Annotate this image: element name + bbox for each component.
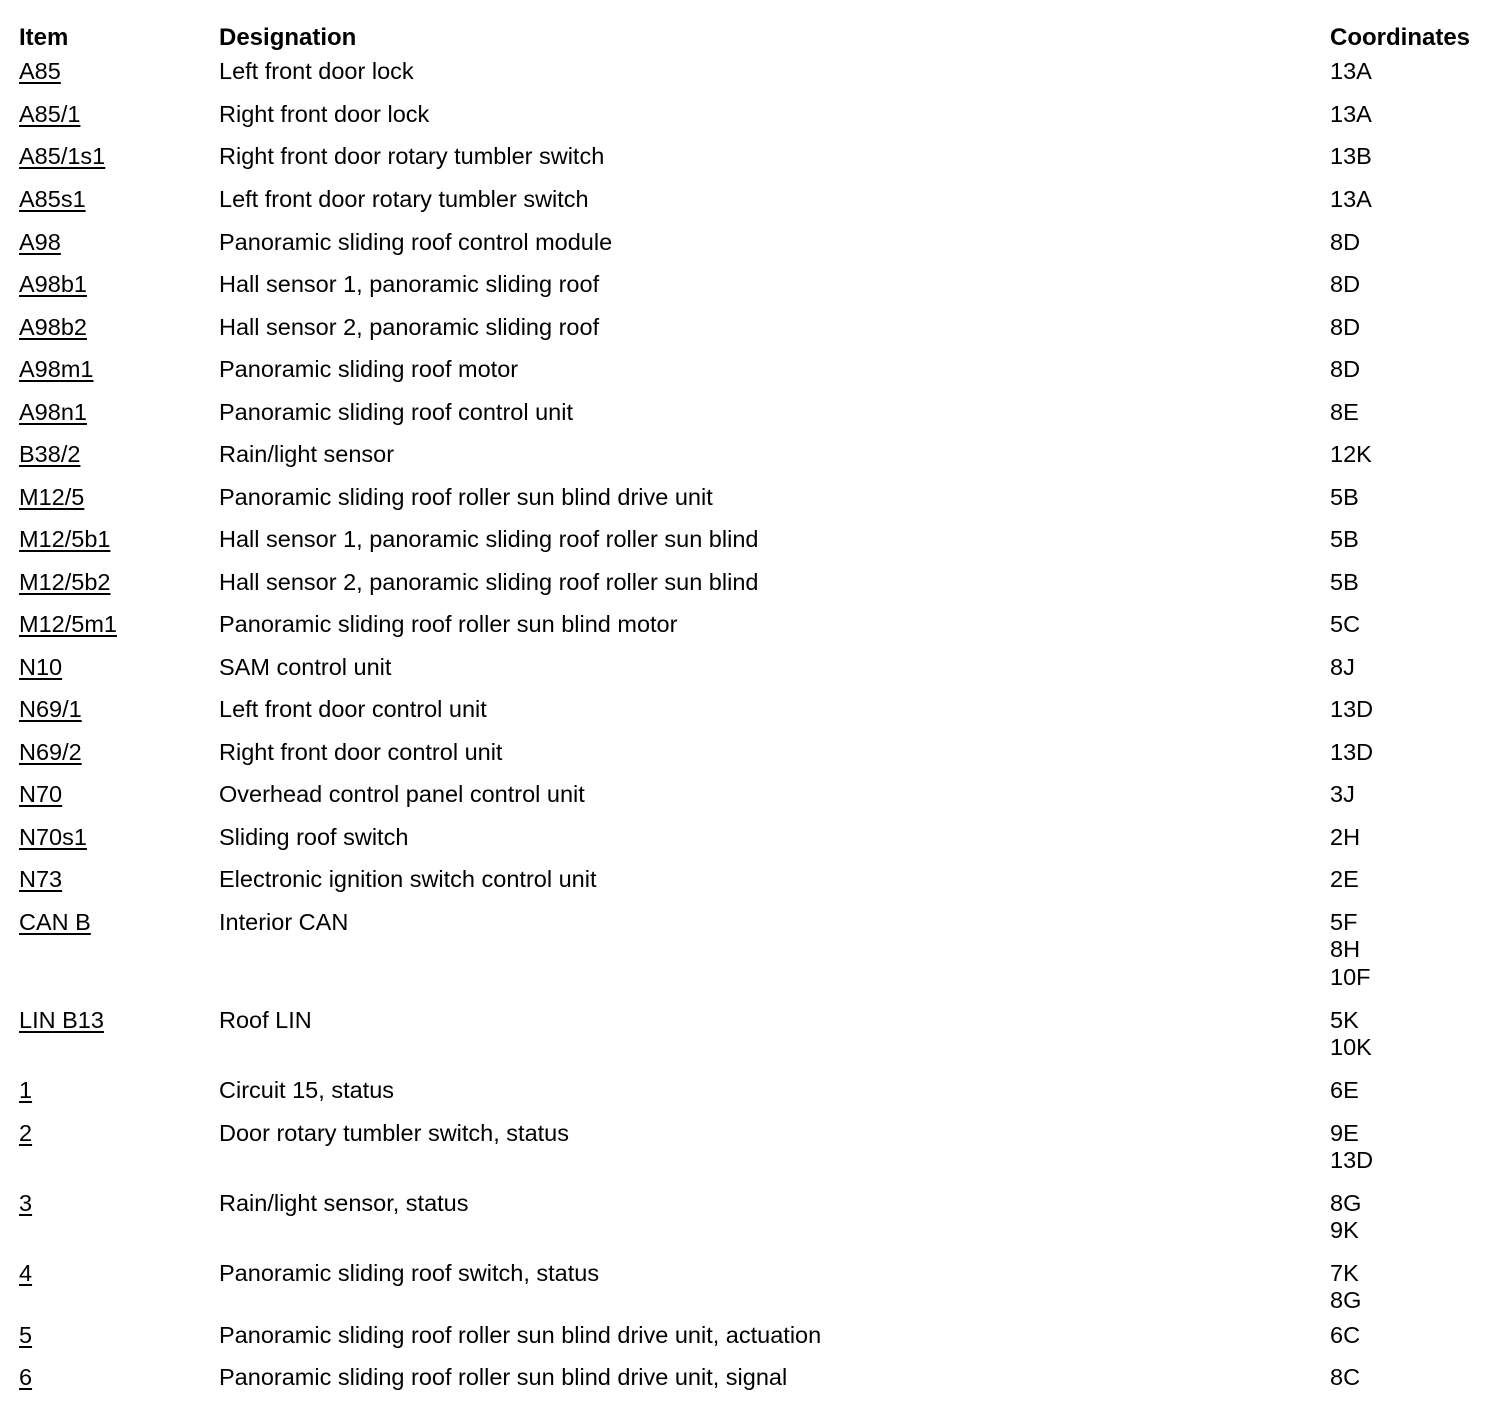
designation-cell: Right front door rotary tumbler switch (219, 143, 605, 169)
coordinate-value: 8G (1330, 1189, 1362, 1216)
item-cell (19, 271, 219, 314)
coordinates-cell (1330, 399, 1489, 442)
designation-cell: Panoramic sliding roof control module (219, 228, 613, 255)
designation-cell: Hall sensor 1, panoramic sliding roof roller sun blind (219, 526, 759, 552)
designation-cell: Rain/light sensor (219, 441, 395, 467)
coordinates-cell (1330, 1120, 1489, 1190)
coordinates-cell (1330, 1077, 1489, 1120)
item-link[interactable]: N70 (19, 781, 63, 807)
item-cell (19, 186, 219, 229)
coordinate-value: 9K (1330, 1217, 1359, 1243)
item-link[interactable]: A98 (19, 228, 61, 255)
coordinate-value: 2H (1330, 823, 1361, 850)
table-row (19, 824, 1489, 867)
designation-cell: Overhead control panel control unit (219, 781, 585, 807)
item-cell (19, 824, 219, 867)
coordinates-cell (1330, 186, 1489, 229)
designation-cell: Panoramic sliding roof motor (219, 356, 519, 382)
coordinate-value: 13A (1330, 100, 1372, 127)
item-cell (19, 314, 219, 357)
table-row (19, 484, 1489, 527)
table-row (19, 781, 1489, 824)
designation-cell: Sliding roof switch (219, 823, 409, 850)
coordinates-cell (1330, 58, 1489, 101)
coordinates-cell (1330, 1364, 1489, 1407)
table-row (19, 909, 1489, 1007)
coordinate-value: 8D (1330, 356, 1361, 382)
item-link[interactable]: A98n1 (19, 398, 87, 425)
item-link[interactable]: 1 (19, 1076, 33, 1103)
coordinate-value: 10F (1330, 963, 1371, 990)
item-link[interactable]: 3 (19, 1189, 33, 1216)
table-row (19, 1364, 1489, 1407)
table-row (19, 58, 1489, 101)
table-row (19, 1007, 1489, 1077)
coordinate-value: 8C (1330, 1364, 1361, 1390)
coordinate-value: 9E (1330, 1119, 1359, 1146)
item-cell (19, 909, 219, 1007)
item-cell (19, 356, 219, 399)
item-link[interactable]: A85s1 (19, 186, 86, 212)
item-cell (19, 143, 219, 186)
item-link[interactable]: 6 (19, 1364, 33, 1390)
coordinate-value: 5K (1330, 1006, 1359, 1033)
item-cell (19, 611, 219, 654)
item-link[interactable]: A85/1 (19, 100, 81, 127)
item-link[interactable]: A98b1 (19, 271, 87, 297)
designation-cell: Left front door lock (219, 58, 414, 84)
item-link[interactable]: A98m1 (19, 356, 94, 382)
coordinate-value: 5B (1330, 568, 1359, 595)
item-cell (19, 1364, 219, 1407)
table-header (19, 21, 1489, 58)
item-cell (19, 1120, 219, 1190)
item-cell (19, 781, 219, 824)
designation-cell: Roof LIN (219, 1006, 312, 1033)
designation-cell: Panoramic sliding roof roller sun blind drive unit, signal (219, 1364, 788, 1390)
designation-cell: Hall sensor 2, panoramic sliding roof (219, 313, 600, 340)
coordinate-value: 2E (1330, 866, 1359, 892)
table-row (19, 1190, 1489, 1260)
designation-column-header: Designation (219, 24, 357, 51)
designation-cell: Left front door control unit (219, 696, 487, 722)
item-link[interactable]: N69/2 (19, 738, 82, 765)
component-legend-table (19, 21, 1489, 1407)
coordinate-value: 13D (1330, 738, 1374, 765)
designation-cell: Hall sensor 2, panoramic sliding roof roller sun blind (219, 568, 759, 595)
table-row (19, 101, 1489, 144)
designation-cell: SAM control unit (219, 653, 392, 680)
coordinates-cell (1330, 1322, 1489, 1365)
coordinate-value: 13A (1330, 58, 1372, 84)
item-link[interactable]: M12/5b1 (19, 526, 111, 552)
coordinate-value: 6E (1330, 1076, 1359, 1103)
item-cell (19, 1322, 219, 1365)
item-cell (19, 1260, 219, 1322)
table-row (19, 1077, 1489, 1120)
coordinates-cell (1330, 1260, 1489, 1322)
coordinates-cell (1330, 611, 1489, 654)
coordinate-value: 8J (1330, 653, 1355, 680)
designation-cell: Door rotary tumbler switch, status (219, 1119, 569, 1146)
coordinate-value: 3J (1330, 781, 1355, 807)
table-row (19, 1322, 1489, 1365)
designation-cell: Right front door lock (219, 100, 430, 127)
coordinates-cell (1330, 569, 1489, 612)
coordinate-value: 8H (1330, 936, 1361, 962)
table-row (19, 569, 1489, 612)
item-cell (19, 1007, 219, 1077)
table-row (19, 186, 1489, 229)
coordinates-cell (1330, 314, 1489, 357)
item-link[interactable]: LIN B13 (19, 1006, 104, 1033)
item-link[interactable]: M12/5 (19, 483, 85, 510)
coordinate-value: 13B (1330, 143, 1372, 169)
table-row (19, 356, 1489, 399)
item-link[interactable]: A98b2 (19, 313, 87, 340)
coordinate-value: 13D (1330, 696, 1374, 722)
coordinates-cell (1330, 824, 1489, 867)
table-row (19, 271, 1489, 314)
item-cell (19, 484, 219, 527)
coordinate-value: 5B (1330, 526, 1359, 552)
coordinates-cell (1330, 356, 1489, 399)
designation-cell: Electronic ignition switch control unit (219, 866, 597, 892)
table-body (19, 58, 1489, 1407)
item-cell (19, 229, 219, 272)
table-row (19, 611, 1489, 654)
table-row (19, 866, 1489, 909)
coordinate-value: 8G (1330, 1287, 1362, 1313)
item-link[interactable]: A85/1s1 (19, 143, 106, 169)
item-cell (19, 1077, 219, 1120)
designation-cell: Interior CAN (219, 908, 349, 935)
designation-cell: Panoramic sliding roof roller sun blind motor (219, 611, 678, 637)
coordinate-value: 8D (1330, 228, 1361, 255)
item-cell (19, 739, 219, 782)
table-row (19, 314, 1489, 357)
table-row (19, 654, 1489, 697)
coordinates-cell (1330, 441, 1489, 484)
table-row (19, 696, 1489, 739)
coordinates-cell (1330, 781, 1489, 824)
item-link[interactable]: 2 (19, 1119, 33, 1146)
item-link[interactable]: CAN B (19, 908, 91, 935)
item-link[interactable]: 4 (19, 1259, 33, 1286)
coordinates-cell (1330, 866, 1489, 909)
designation-cell: Panoramic sliding roof switch, status (219, 1259, 600, 1286)
item-link[interactable]: N69/1 (19, 696, 82, 722)
table-row (19, 739, 1489, 782)
coordinates-cell (1330, 143, 1489, 186)
designation-cell: Panoramic sliding roof roller sun blind drive unit, actuation (219, 1321, 822, 1348)
coordinates-cell (1330, 101, 1489, 144)
coordinates-column-header: Coordinates (1330, 24, 1471, 51)
table-row (19, 441, 1489, 484)
item-link[interactable]: B38/2 (19, 441, 81, 467)
designation-cell: Rain/light sensor, status (219, 1189, 469, 1216)
coordinates-cell (1330, 229, 1489, 272)
coordinate-value: 8D (1330, 271, 1361, 297)
coordinate-value: 12K (1330, 441, 1372, 467)
coordinates-cell (1330, 271, 1489, 314)
coordinate-value: 8E (1330, 398, 1359, 425)
coordinates-cell (1330, 484, 1489, 527)
item-cell (19, 654, 219, 697)
item-cell (19, 569, 219, 612)
coordinates-cell (1330, 654, 1489, 697)
item-cell (19, 58, 219, 101)
item-cell (19, 526, 219, 569)
coordinates-cell (1330, 909, 1489, 1007)
item-link[interactable]: A85 (19, 58, 61, 84)
coordinate-value: 13D (1330, 1147, 1374, 1173)
item-cell (19, 101, 219, 144)
coordinates-cell (1330, 1007, 1489, 1077)
item-link[interactable]: M12/5m1 (19, 611, 117, 637)
item-link[interactable]: 5 (19, 1321, 33, 1348)
item-cell (19, 696, 219, 739)
designation-cell: Panoramic sliding roof roller sun blind drive unit (219, 483, 713, 510)
coordinate-value: 5C (1330, 611, 1361, 637)
designation-cell: Hall sensor 1, panoramic sliding roof (219, 271, 600, 297)
coordinates-cell (1330, 1190, 1489, 1260)
coordinate-value: 10K (1330, 1034, 1372, 1060)
item-cell (19, 866, 219, 909)
table-row (19, 1120, 1489, 1190)
designation-cell: Left front door rotary tumbler switch (219, 186, 589, 212)
coordinate-value: 13A (1330, 186, 1372, 212)
coordinate-value: 8D (1330, 313, 1361, 340)
coordinate-value: 7K (1330, 1259, 1359, 1286)
item-column-header: Item (19, 24, 69, 51)
item-link[interactable]: N73 (19, 866, 63, 892)
item-cell (19, 399, 219, 442)
item-link[interactable]: N10 (19, 653, 63, 680)
coordinate-value: 5F (1330, 908, 1358, 935)
coordinates-cell (1330, 739, 1489, 782)
item-link[interactable]: N70s1 (19, 823, 87, 850)
item-cell (19, 1190, 219, 1260)
item-cell (19, 441, 219, 484)
coordinates-cell (1330, 526, 1489, 569)
table-row (19, 526, 1489, 569)
designation-cell: Right front door control unit (219, 738, 503, 765)
table-row (19, 143, 1489, 186)
designation-cell: Circuit 15, status (219, 1076, 395, 1103)
table-row (19, 229, 1489, 272)
coordinate-value: 5B (1330, 483, 1359, 510)
table-row (19, 399, 1489, 442)
coordinates-cell (1330, 696, 1489, 739)
coordinate-value: 6C (1330, 1321, 1361, 1348)
designation-cell: Panoramic sliding roof control unit (219, 398, 573, 425)
table-row (19, 1260, 1489, 1322)
item-link[interactable]: M12/5b2 (19, 568, 111, 595)
